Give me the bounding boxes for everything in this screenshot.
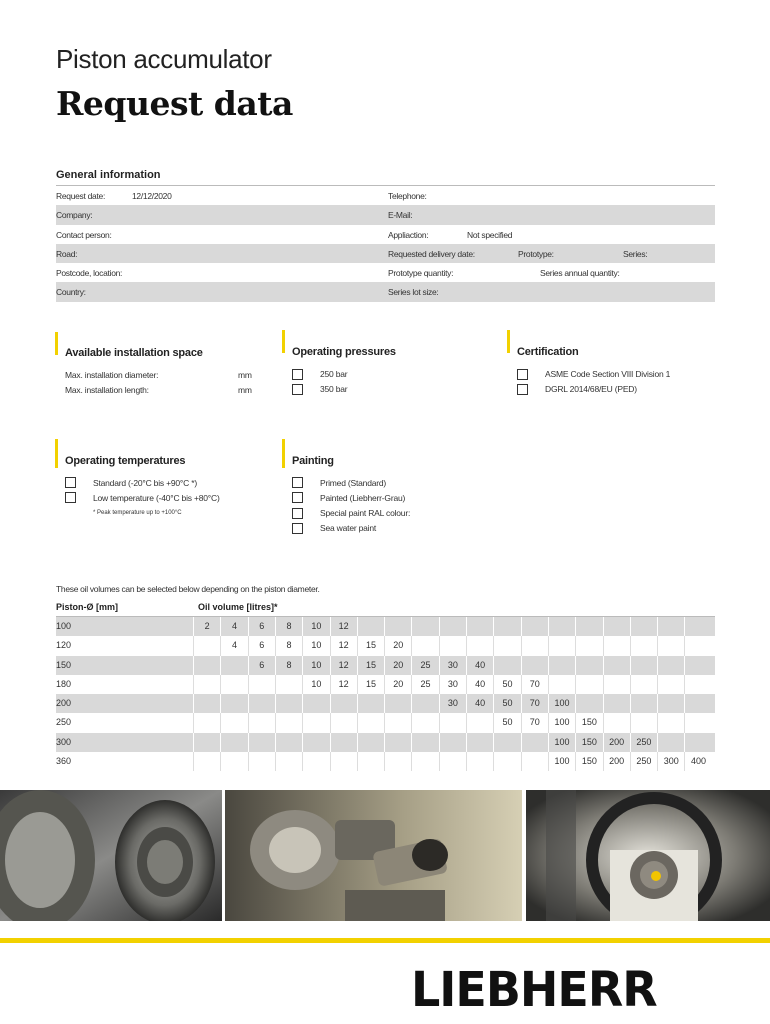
oil-volume-cell: 10 xyxy=(302,636,329,655)
oil-volume-cell xyxy=(603,617,630,636)
certification-title: Certification xyxy=(517,346,579,358)
general-info-row xyxy=(56,205,715,224)
oil-volume-cell xyxy=(357,733,384,752)
oil-volume-cell xyxy=(603,656,630,675)
installation-length-unit: mm xyxy=(238,385,252,395)
oil-volume-cell xyxy=(548,675,575,694)
oil-volume-cell: 6 xyxy=(248,636,275,655)
photo-strip xyxy=(0,790,770,921)
piston-diameter: 360 xyxy=(56,756,72,767)
field-label: Postcode, location: xyxy=(56,268,123,279)
piston-diameter: 300 xyxy=(56,736,72,747)
oil-volume-cell xyxy=(493,656,520,675)
oil-volume-cell xyxy=(439,636,466,655)
oil-volume-cell xyxy=(657,636,684,655)
oil-volume-cell xyxy=(603,694,630,713)
oil-volume-cell xyxy=(575,694,602,713)
oil-volume-cell: 100 xyxy=(548,713,575,732)
general-info-row xyxy=(56,244,715,263)
oil-volume-cell: 10 xyxy=(302,675,329,694)
general-info-row xyxy=(56,186,715,205)
field-label: Series annual quantity: xyxy=(540,268,620,279)
oil-volume-cell xyxy=(220,694,247,713)
oil-volume-cell: 50 xyxy=(493,713,520,732)
oil-volume-cell xyxy=(657,713,684,732)
field-label: Road: xyxy=(56,248,78,259)
oil-volume-cell: 12 xyxy=(330,636,357,655)
oil-volume-cell xyxy=(275,713,302,732)
oil-volume-cell xyxy=(302,694,329,713)
liebherr-logo: LIEBHERR xyxy=(411,960,657,1018)
oil-volume-cell xyxy=(220,675,247,694)
oil-volume-cell xyxy=(302,733,329,752)
installation-diameter-unit: mm xyxy=(238,370,252,380)
oil-volume-cell: 100 xyxy=(548,733,575,752)
oil-volume-cell: 250 xyxy=(630,752,657,771)
oil-volume-cell xyxy=(384,713,411,732)
oil-volume-cell xyxy=(630,675,657,694)
oil-volume-cell xyxy=(439,617,466,636)
oil-volume-cell xyxy=(657,733,684,752)
oil-volume-cell: 15 xyxy=(357,656,384,675)
oil-volume-cell: 70 xyxy=(521,713,548,732)
oil-volume-cell xyxy=(275,675,302,694)
oil-volume-cell: 200 xyxy=(603,752,630,771)
piston-diameter: 120 xyxy=(56,640,72,651)
general-info-row xyxy=(56,225,715,244)
photo-accumulator-mount xyxy=(526,790,770,921)
oil-volume-cell xyxy=(193,752,220,771)
table-row xyxy=(56,617,715,636)
oil-volume-cell: 12 xyxy=(330,617,357,636)
section-accent-bar xyxy=(282,330,285,353)
oil-volume-cell xyxy=(684,694,711,713)
oil-volume-cell xyxy=(248,733,275,752)
paint-ral-checkbox[interactable] xyxy=(292,508,303,519)
field-label: E-Mail: xyxy=(388,210,413,221)
oil-volume-cell xyxy=(220,656,247,675)
oil-volume-cell xyxy=(193,694,220,713)
oil-volume-cell xyxy=(248,713,275,732)
general-info-table xyxy=(56,185,715,302)
section-accent-bar xyxy=(55,332,58,355)
oil-volume-cell xyxy=(657,656,684,675)
oil-volume-cell xyxy=(493,752,520,771)
oil-volume-cell xyxy=(411,752,438,771)
oil-volume-cell xyxy=(220,713,247,732)
oil-volume-cell: 8 xyxy=(275,656,302,675)
oil-volume-cell xyxy=(384,752,411,771)
temp-low-label: Low temperature (-40°C bis +80°C) xyxy=(93,493,220,503)
oil-volume-table xyxy=(56,616,715,771)
oil-volume-cell xyxy=(493,636,520,655)
oil-volume-cell xyxy=(193,636,220,655)
oil-volume-cell xyxy=(466,636,493,655)
oil-volume-cell xyxy=(411,694,438,713)
table-row xyxy=(56,656,715,675)
oil-volume-cell xyxy=(357,752,384,771)
oil-volume-cell: 4 xyxy=(220,636,247,655)
general-info-title: General information xyxy=(56,169,161,181)
field-label: Request date: xyxy=(56,191,106,201)
oil-volume-cell xyxy=(275,733,302,752)
oil-volume-cell xyxy=(548,636,575,655)
field-value[interactable]: 12/12/2020 xyxy=(132,191,172,201)
piston-diameter: 100 xyxy=(56,621,72,631)
paint-ral-label: Special paint RAL colour: xyxy=(320,508,411,518)
field-label: Appliaction: xyxy=(388,229,429,240)
oil-volume-cell xyxy=(384,733,411,752)
oil-volume-cell xyxy=(302,752,329,771)
oil-volume-cell: 150 xyxy=(575,752,602,771)
oil-volume-cell xyxy=(630,656,657,675)
oil-volume-cell xyxy=(411,636,438,655)
paint-primed-label: Primed (Standard) xyxy=(320,478,387,488)
oil-volume-cell xyxy=(330,694,357,713)
installation-diameter-label: Max. installation diameter: xyxy=(65,370,159,380)
table-row xyxy=(56,713,715,732)
oil-volume-cell: 200 xyxy=(603,733,630,752)
oil-volume-cell xyxy=(330,713,357,732)
oil-volume-cell xyxy=(411,733,438,752)
field-label: Prototype: xyxy=(518,248,554,259)
oil-volume-cell: 4 xyxy=(220,617,247,636)
oil-volume-cell xyxy=(193,656,220,675)
oil-volume-cell: 20 xyxy=(384,656,411,675)
oil-volume-cell xyxy=(439,713,466,732)
photo-piston-parts xyxy=(0,790,222,921)
oil-volume-cell: 25 xyxy=(411,656,438,675)
page-title: Request data xyxy=(56,84,293,123)
oil-volume-cell: 400 xyxy=(684,752,711,771)
cert-asme-label: ASME Code Section VIII Division 1 xyxy=(545,369,671,379)
oil-volume-cell xyxy=(275,694,302,713)
oil-volume-cell: 40 xyxy=(466,656,493,675)
oil-volume-cell xyxy=(357,713,384,732)
oil-volume-cell: 70 xyxy=(521,694,548,713)
section-accent-bar xyxy=(55,439,58,468)
field-label: Contact person: xyxy=(56,229,112,240)
oil-volume-cell xyxy=(684,656,711,675)
oil-volume-cell xyxy=(603,675,630,694)
oil-volume-cell: 12 xyxy=(330,675,357,694)
cert-ped-label: DGRL 2014/68/EU (PED) xyxy=(545,384,637,394)
oil-volume-cell: 8 xyxy=(275,617,302,636)
oil-volume-cell xyxy=(466,733,493,752)
oil-volume-cell: 150 xyxy=(575,733,602,752)
paint-painted-label: Painted (Liebherr-Grau) xyxy=(320,493,406,503)
oil-volume-cell: 100 xyxy=(548,752,575,771)
oil-volume-cell xyxy=(521,752,548,771)
pressure-250-label: 250 bar xyxy=(320,369,348,379)
paint-primed-checkbox[interactable] xyxy=(292,477,303,488)
oil-volume-cell xyxy=(575,656,602,675)
piston-diameter: 180 xyxy=(56,678,72,689)
oil-volume-cell xyxy=(548,617,575,636)
general-info-row xyxy=(56,282,715,301)
oil-volume-cell xyxy=(630,636,657,655)
oil-volume-cell: 12 xyxy=(330,656,357,675)
oil-volume-cell xyxy=(521,617,548,636)
oil-volume-cell xyxy=(657,675,684,694)
oil-volume-cell xyxy=(302,713,329,732)
oil-volume-cell xyxy=(493,733,520,752)
oil-volume-cell xyxy=(193,675,220,694)
oil-volume-cell xyxy=(220,752,247,771)
oil-volume-cell xyxy=(357,617,384,636)
oil-volume-cell xyxy=(248,694,275,713)
oil-volume-cell xyxy=(684,675,711,694)
oil-volume-cell xyxy=(684,617,711,636)
oil-volume-cell xyxy=(657,617,684,636)
oil-volume-cell: 150 xyxy=(575,713,602,732)
oil-volume-cell xyxy=(684,713,711,732)
oil-volume-cell: 8 xyxy=(275,636,302,655)
temp-footnote: * Peak temperature up to +100°C xyxy=(93,510,182,516)
oil-volume-cell xyxy=(548,656,575,675)
piston-diameter: 250 xyxy=(56,717,72,728)
field-label: Series: xyxy=(623,248,648,259)
oil-volume-cell xyxy=(384,694,411,713)
oil-volume-cell: 30 xyxy=(439,694,466,713)
piston-column-header: Piston-Ø [mm] xyxy=(56,602,118,612)
table-row xyxy=(56,752,715,771)
cert-ped-checkbox[interactable] xyxy=(517,384,528,395)
oil-volume-cell xyxy=(575,617,602,636)
oil-volume-cell xyxy=(411,617,438,636)
section-accent-bar xyxy=(507,330,510,353)
piston-diameter: 200 xyxy=(56,698,72,709)
piston-diameter: 150 xyxy=(56,659,72,670)
pressure-250-checkbox[interactable] xyxy=(292,369,303,380)
table-row xyxy=(56,636,715,655)
section-accent-bar xyxy=(282,439,285,468)
pressure-350-label: 350 bar xyxy=(320,384,348,394)
oil-volume-cell: 250 xyxy=(630,733,657,752)
oil-volume-cell: 10 xyxy=(302,617,329,636)
table-row xyxy=(56,694,715,713)
oil-volume-cell: 25 xyxy=(411,675,438,694)
oil-volume-cell xyxy=(603,636,630,655)
oil-volume-cell xyxy=(193,733,220,752)
oil-volume-cell xyxy=(248,675,275,694)
field-label: Requested delivery date: xyxy=(388,248,475,259)
oil-volume-cell: 70 xyxy=(521,675,548,694)
oil-volume-cell xyxy=(684,636,711,655)
oil-volume-cell xyxy=(521,733,548,752)
oil-volume-cell: 40 xyxy=(466,694,493,713)
temp-low-checkbox[interactable] xyxy=(65,492,76,503)
oil-volume-cell xyxy=(603,713,630,732)
oil-volume-cell: 20 xyxy=(384,675,411,694)
oil-volume-cell xyxy=(466,752,493,771)
oil-volume-cell: 10 xyxy=(302,656,329,675)
oil-volume-column-header: Oil volume [litres]* xyxy=(198,602,278,612)
paint-seawater-label: Sea water paint xyxy=(320,523,377,533)
oil-volume-cell xyxy=(411,713,438,732)
oil-volume-cell: 15 xyxy=(357,675,384,694)
oil-volume-cell xyxy=(248,752,275,771)
field-label: Company: xyxy=(56,210,93,221)
field-label: Series lot size: xyxy=(388,287,439,298)
cert-asme-checkbox[interactable] xyxy=(517,369,528,380)
oil-volume-cell xyxy=(330,733,357,752)
paint-painted-checkbox[interactable] xyxy=(292,492,303,503)
oil-volume-cell xyxy=(575,636,602,655)
field-label: Prototype quantity: xyxy=(388,268,454,279)
oil-volume-cell xyxy=(657,694,684,713)
oil-volume-cell: 2 xyxy=(193,617,220,636)
oil-volume-cell: 100 xyxy=(548,694,575,713)
oil-volume-cell xyxy=(575,675,602,694)
oil-volume-cell: 30 xyxy=(439,656,466,675)
oil-volume-cell: 50 xyxy=(493,675,520,694)
page-subtitle: Piston accumulator xyxy=(56,44,272,74)
oil-volume-cell: 15 xyxy=(357,636,384,655)
oil-volume-cell xyxy=(439,733,466,752)
oil-volume-cell xyxy=(493,617,520,636)
oil-volume-cell xyxy=(630,694,657,713)
oil-volume-cell xyxy=(193,713,220,732)
oil-volume-cell xyxy=(466,713,493,732)
table-row xyxy=(56,675,715,694)
oil-volume-cell xyxy=(275,752,302,771)
oil-volume-cell xyxy=(630,713,657,732)
installation-title: Available installation space xyxy=(65,347,203,359)
oil-volume-cell xyxy=(330,752,357,771)
field-value[interactable]: Not specified xyxy=(467,229,513,240)
oil-volume-cell: 6 xyxy=(248,617,275,636)
paint-seawater-checkbox[interactable] xyxy=(292,523,303,534)
oil-volume-cell xyxy=(220,733,247,752)
oil-volume-cell xyxy=(521,656,548,675)
oil-volume-cell xyxy=(630,617,657,636)
table-row xyxy=(56,733,715,752)
temp-standard-checkbox[interactable] xyxy=(65,477,76,488)
brand-accent-band xyxy=(0,938,770,943)
photo-machining xyxy=(225,790,522,921)
field-label: Telephone: xyxy=(388,191,427,201)
oil-volume-cell: 6 xyxy=(248,656,275,675)
oil-volume-cell: 300 xyxy=(657,752,684,771)
oil-volume-cell xyxy=(439,752,466,771)
oil-volume-cell: 30 xyxy=(439,675,466,694)
painting-title: Painting xyxy=(292,455,334,467)
oil-volume-cell: 50 xyxy=(493,694,520,713)
installation-length-label: Max. installation length: xyxy=(65,385,149,395)
oil-volume-cell: 20 xyxy=(384,636,411,655)
oil-volume-cell xyxy=(466,617,493,636)
oil-volume-cell: 40 xyxy=(466,675,493,694)
oil-volume-cell xyxy=(684,733,711,752)
oil-volume-cell xyxy=(357,694,384,713)
field-label: Country: xyxy=(56,287,86,298)
pressure-350-checkbox[interactable] xyxy=(292,384,303,395)
pressures-title: Operating pressures xyxy=(292,346,396,358)
oil-volume-intro: These oil volumes can be selected below depending on the piston diameter. xyxy=(56,584,320,594)
temp-standard-label: Standard (-20°C bis +90°C *) xyxy=(93,478,197,488)
oil-volume-cell xyxy=(521,636,548,655)
general-info-row xyxy=(56,263,715,282)
oil-volume-cell xyxy=(384,617,411,636)
temperatures-title: Operating temperatures xyxy=(65,455,186,467)
